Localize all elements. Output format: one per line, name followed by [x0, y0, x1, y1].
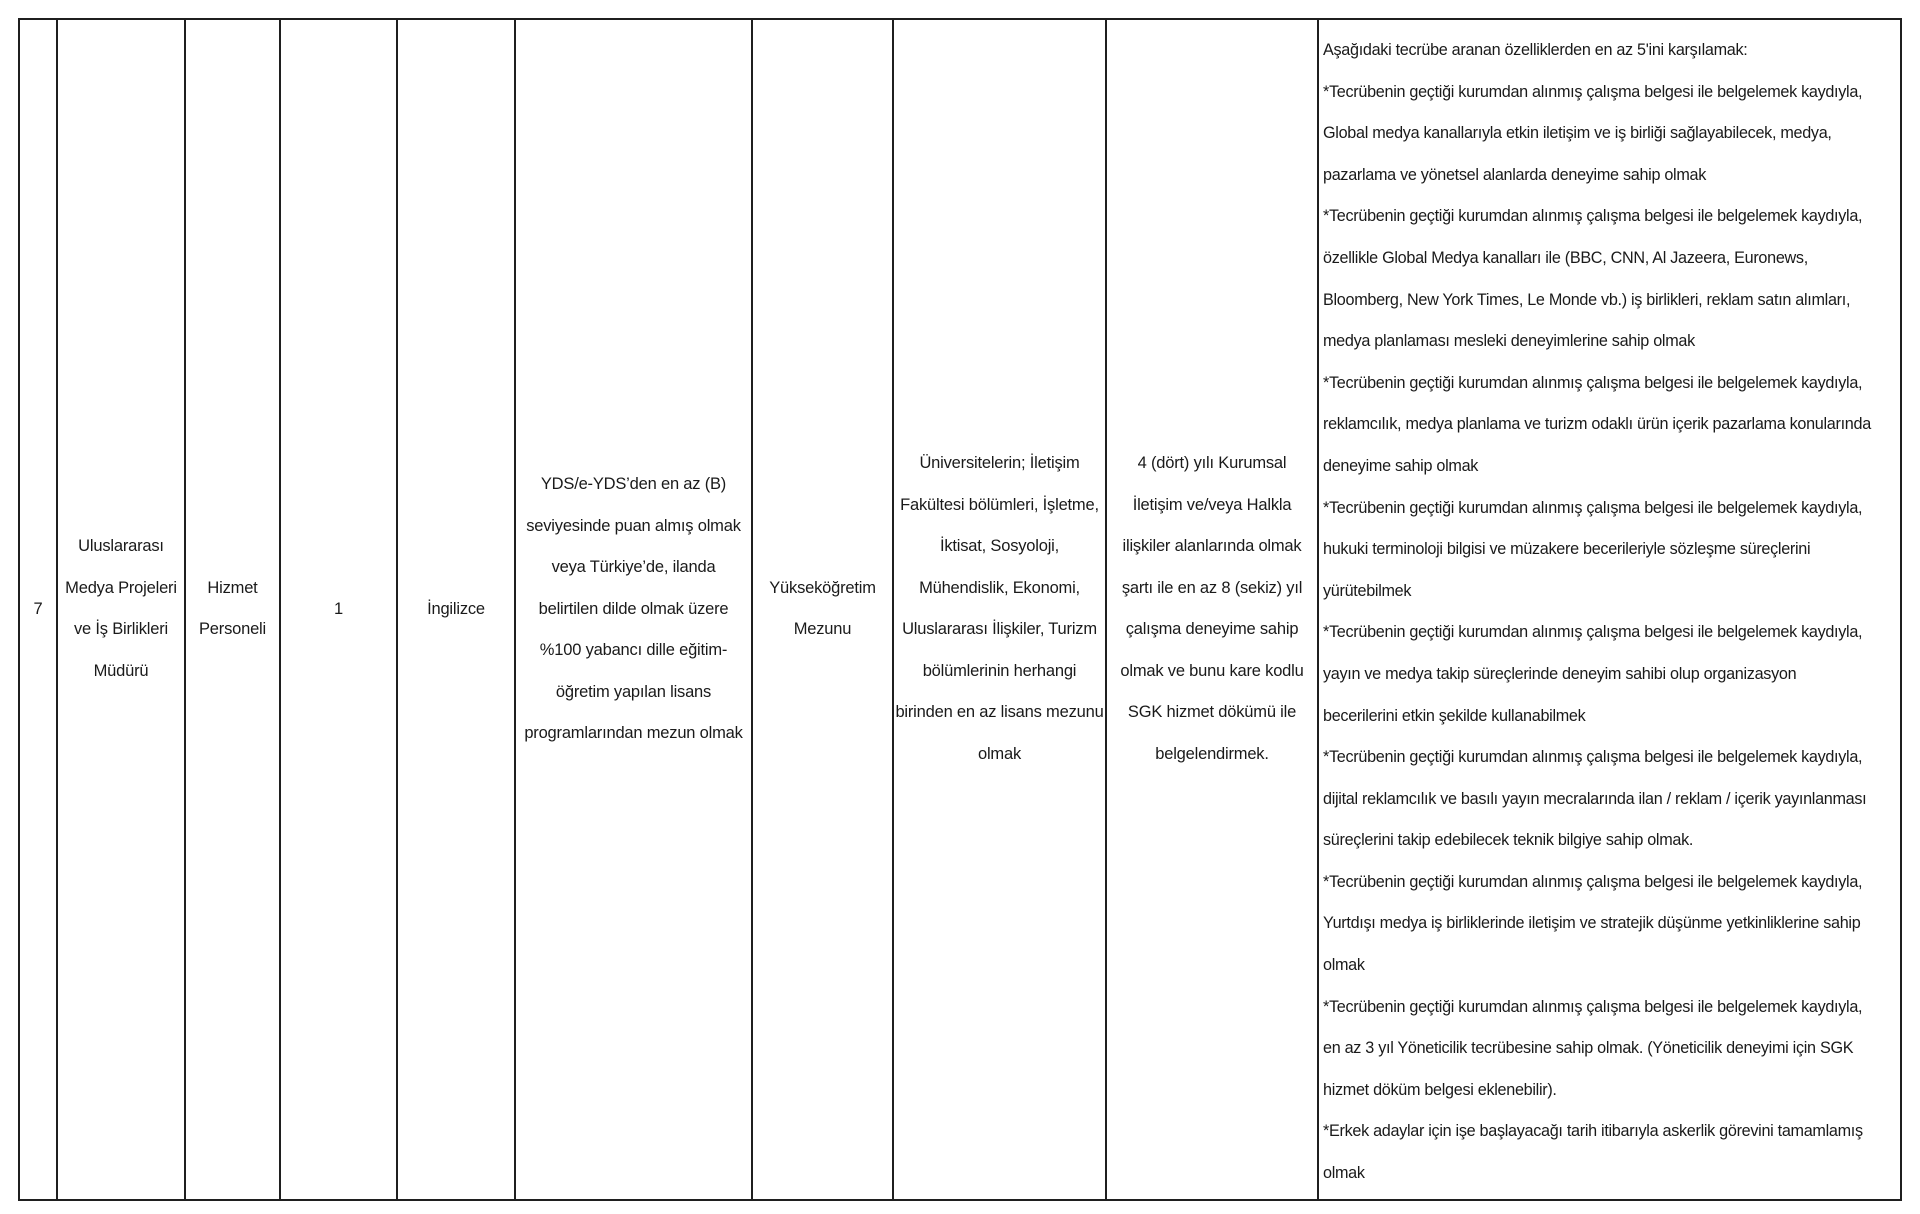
requirements-cell: [1318, 19, 1901, 1200]
requirement-line: pazarlama ve yönetsel alanlarda deneyime sahip olmak: [1323, 165, 1707, 184]
requirement-line: hizmet döküm belgesi eklenebilir).: [1323, 1080, 1557, 1099]
language: İngilizce: [427, 599, 485, 618]
requirement-line: Yurtdışı medya iş birliklerinde iletişim ve stratejik düşünme yetkinliklerine sahip: [1323, 914, 1861, 933]
requirements-intro: Aşağıdaki tecrübe aranan özelliklerden en az 5'ini karşılamak:: [1323, 41, 1748, 59]
departments-cell: [893, 19, 1106, 1200]
row-number: 7: [33, 599, 43, 618]
eligible-departments: Üniversitelerin; İletişim Fakültesi bölümleri, İşletme, İktisat, Sosyoloji, Mühendislik, Ekonomi, Uluslararası İlişkiler, Turizm bölümlerinin herhangi birinden en az lisans mezunu olmak: [895, 454, 1104, 763]
requirement-line: özellikle Global Medya kanalları ile (BBC, CNN, Al Jazeera, Euronews,: [1323, 248, 1808, 267]
position-title: Uluslararası Medya Projeleri ve İş Birlikleri Müdürü: [65, 537, 177, 680]
requirement-line: yürütebilmek: [1323, 581, 1412, 600]
requirement-line: *Tecrübenin geçtiği kurumdan alınmış çalışma belgesi ile belgelemek kaydıyla,: [1323, 623, 1863, 642]
requirement-line: medya planlaması mesleki deneyimlerine sahip olmak: [1323, 332, 1695, 351]
requirement-line: deneyime sahip olmak: [1323, 456, 1479, 475]
language-requirement: YDS/e-YDS’den en az (B) seviyesinde puan almış olmak veya Türkiye’de, ilanda belirtilen dilde olmak üzere %100 yabancı dille eğitim-öğretim yapılan lisans programlarından mezun olmak: [524, 475, 743, 743]
requirement-line: *Tecrübenin geçtiği kurumdan alınmış çalışma belgesi ile belgelemek kaydıyla,: [1323, 748, 1863, 767]
requirement-line: *Tecrübenin geçtiği kurumdan alınmış çalışma belgesi ile belgelemek kaydıyla,: [1323, 997, 1863, 1016]
requirement-line: Bloomberg, New York Times, Le Monde vb.) iş birlikleri, reklam satın alımları,: [1323, 290, 1851, 309]
experience-cell: [1106, 19, 1318, 1200]
education-level: Yükseköğretim Mezunu: [769, 578, 876, 639]
requirement-line: *Tecrübenin geçtiği kurumdan alınmış çalışma belgesi ile belgelemek kaydıyla,: [1323, 498, 1863, 517]
requirement-line: dijital reklamcılık ve basılı yayın mecralarında ilan / reklam / içerik yayınlanması: [1323, 789, 1867, 808]
requirement-line: Global medya kanallarıyla etkin iletişim ve iş birliği sağlayabilecek, medya,: [1323, 124, 1832, 143]
requirement-line: reklamcılık, medya planlama ve turizm odaklı ürün içerik pazarlama konularında: [1323, 415, 1871, 434]
requirement-line: yayın ve medya takip süreçlerinde deneyim sahibi olup organizasyon: [1323, 664, 1797, 683]
requirement-line: becerilerini etkin şekilde kullanabilmek: [1323, 706, 1586, 725]
requirement-line: olmak: [1323, 956, 1365, 975]
table-row: [19, 19, 1901, 1200]
requirement-line: *Tecrübenin geçtiği kurumdan alınmış çalışma belgesi ile belgelemek kaydıyla,: [1323, 872, 1863, 891]
requirement-line: olmak: [1323, 1164, 1365, 1183]
position-count: 1: [334, 599, 343, 618]
requirement-line: *Tecrübenin geçtiği kurumdan alınmış çalışma belgesi ile belgelemek kaydıyla,: [1323, 373, 1863, 392]
row-number-cell: [19, 19, 57, 1200]
education-cell: [752, 19, 893, 1200]
position-cell: [57, 19, 185, 1200]
language-cell: [397, 19, 515, 1200]
staff-class: Hizmet Personeli: [199, 578, 266, 639]
requirement-line: hukuki terminoloji bilgisi ve müzakere becerileriyle sözleşme süreçlerini: [1323, 540, 1811, 559]
staff-class-cell: [185, 19, 280, 1200]
experience-requirement: 4 (dört) yılı Kurumsal İletişim ve/veya Halkla ilişkiler alanlarında olmak şartı ile en az 8 (sekiz) yıl çalışma deneyime sahip olmak ve bunu kare kodlu SGK hizmet dökümü ile belgelendirmek.: [1120, 454, 1304, 763]
requirement-line: *Tecrübenin geçtiği kurumdan alınmış çalışma belgesi ile belgelemek kaydıyla,: [1323, 207, 1863, 226]
requirement-line: süreçlerini takip edebilecek teknik bilgiye sahip olmak.: [1323, 831, 1694, 850]
job-posting-table: [18, 18, 1902, 1201]
requirement-line: *Erkek adaylar için işe başlayacağı tarih itibarıyla askerlik görevini tamamlamış: [1323, 1122, 1863, 1141]
count-cell: [280, 19, 397, 1200]
requirement-line: *Tecrübenin geçtiği kurumdan alınmış çalışma belgesi ile belgelemek kaydıyla,: [1323, 82, 1863, 101]
requirement-line: en az 3 yıl Yöneticilik tecrübesine sahip olmak. (Yöneticilik deneyimi için SGK: [1323, 1039, 1854, 1058]
language-requirement-cell: [515, 19, 752, 1200]
